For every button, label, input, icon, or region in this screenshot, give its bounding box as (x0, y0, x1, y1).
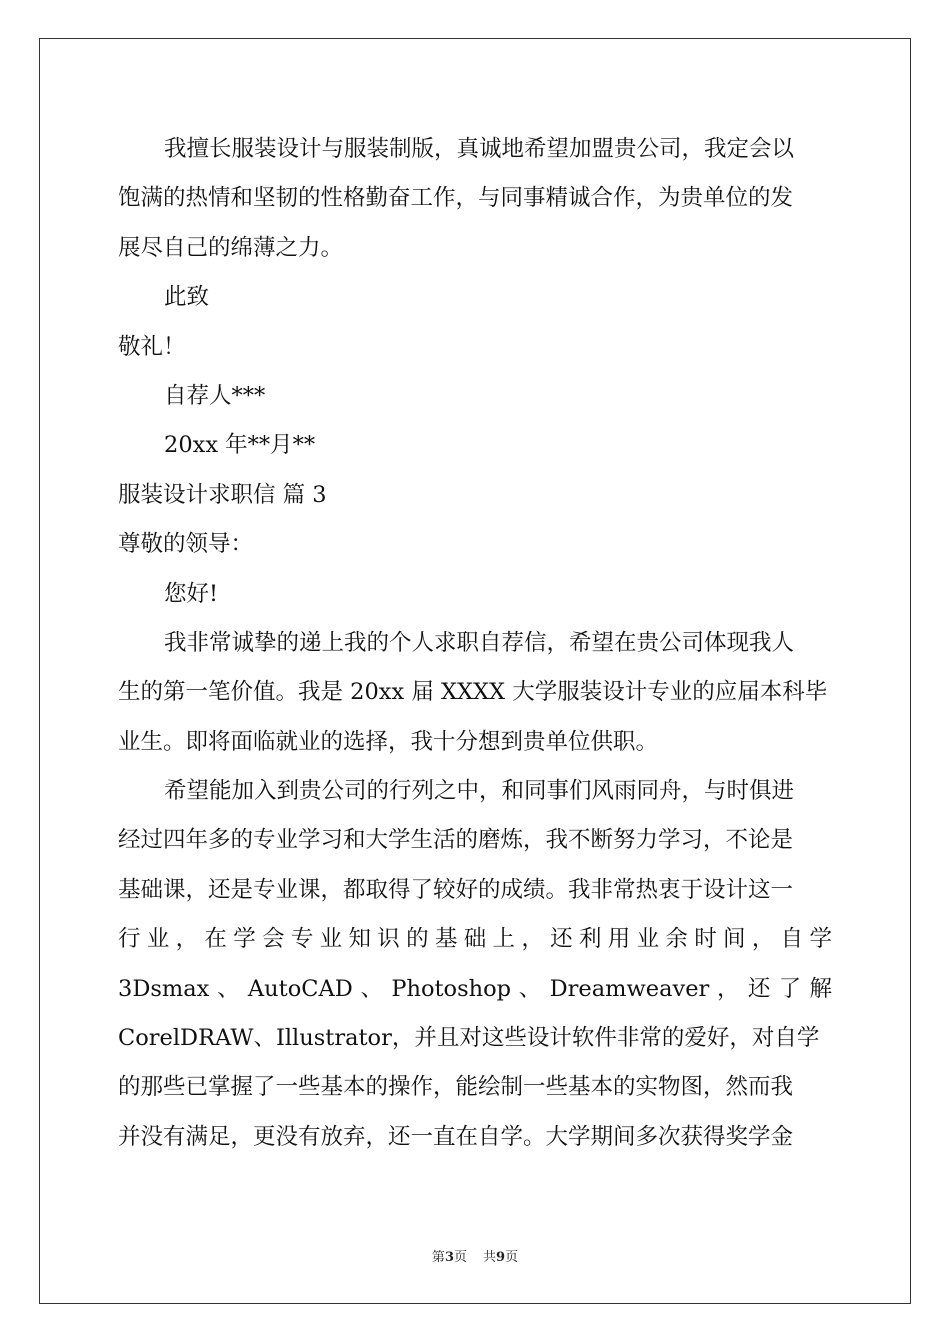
paragraph-line: 行业，在学会专业知识的基础上，还利用业余时间，自学 (118, 926, 832, 953)
paragraph-line: 3Dsmax 、 AutoCAD 、 Photoshop 、 Dreamweaver ， 还 了 解 (118, 975, 832, 1002)
page-footer (0, 1246, 950, 1265)
paragraph-line: 我非常诚挚的递上我的个人求职自荐信，希望在贵公司体现我人 (164, 629, 795, 656)
paragraph-line: 的那些已掌握了一些基本的操作，能绘制一些基本的实物图，然而我 (118, 1074, 794, 1101)
paragraph-line: 饱满的热情和坚韧的性格勤奋工作，与同事精诚合作，为贵单位的发 (118, 185, 794, 212)
paragraph-line: CorelDRAW、Illustrator，并且对这些设计软件非常的爱好，对自学 (118, 1025, 820, 1052)
document-body (118, 125, 832, 1162)
paragraph-line: 基础课，还是专业课，都取得了较好的成绩。我非常热衷于设计这一 (118, 876, 794, 903)
paragraph-line: 我擅长服装设计与服装制版，真诚地希望加盟贵公司，我定会以 (164, 136, 795, 162)
paragraph-line: 生的第一笔价值。我是 20xx 届 XXXX 大学服装设计专业的应届本科毕 (118, 679, 828, 706)
footer-total-prefix: 共 (483, 1250, 497, 1265)
paragraph-line: 展尽自己的绵薄之力。 (118, 234, 344, 261)
paragraph-line: 并没有满足，更没有放弃，还一直在自学。大学期间多次获得奖学金 (118, 1123, 794, 1150)
footer-prefix: 第 (431, 1250, 445, 1265)
closing-regards: 敬礼！ (118, 333, 186, 360)
footer-page-suffix: 页 (453, 1250, 467, 1265)
closing-salutation: 此致 (164, 284, 210, 311)
total-page-count: 9 (496, 1250, 506, 1265)
greeting-hello: 您好! (164, 580, 219, 607)
signature-date: 20xx 年**月** (164, 432, 316, 459)
greeting-recipient: 尊敬的领导： (118, 531, 254, 558)
signature-name: 自荐人*** (164, 382, 266, 409)
paragraph-line: 经过四年多的专业学习和大学生活的磨炼，我不断努力学习，不论是 (118, 827, 794, 854)
paragraph-line: 希望能加入到贵公司的行列之中，和同事们风雨同舟，与时俱进 (164, 778, 795, 805)
section-title: 服装设计求职信 篇 3 (118, 481, 327, 508)
current-page-number: 3 (444, 1250, 454, 1265)
footer-total-suffix: 页 (505, 1250, 519, 1265)
paragraph-line: 业生。即将面临就业的选择，我十分想到贵单位供职。 (118, 728, 659, 755)
